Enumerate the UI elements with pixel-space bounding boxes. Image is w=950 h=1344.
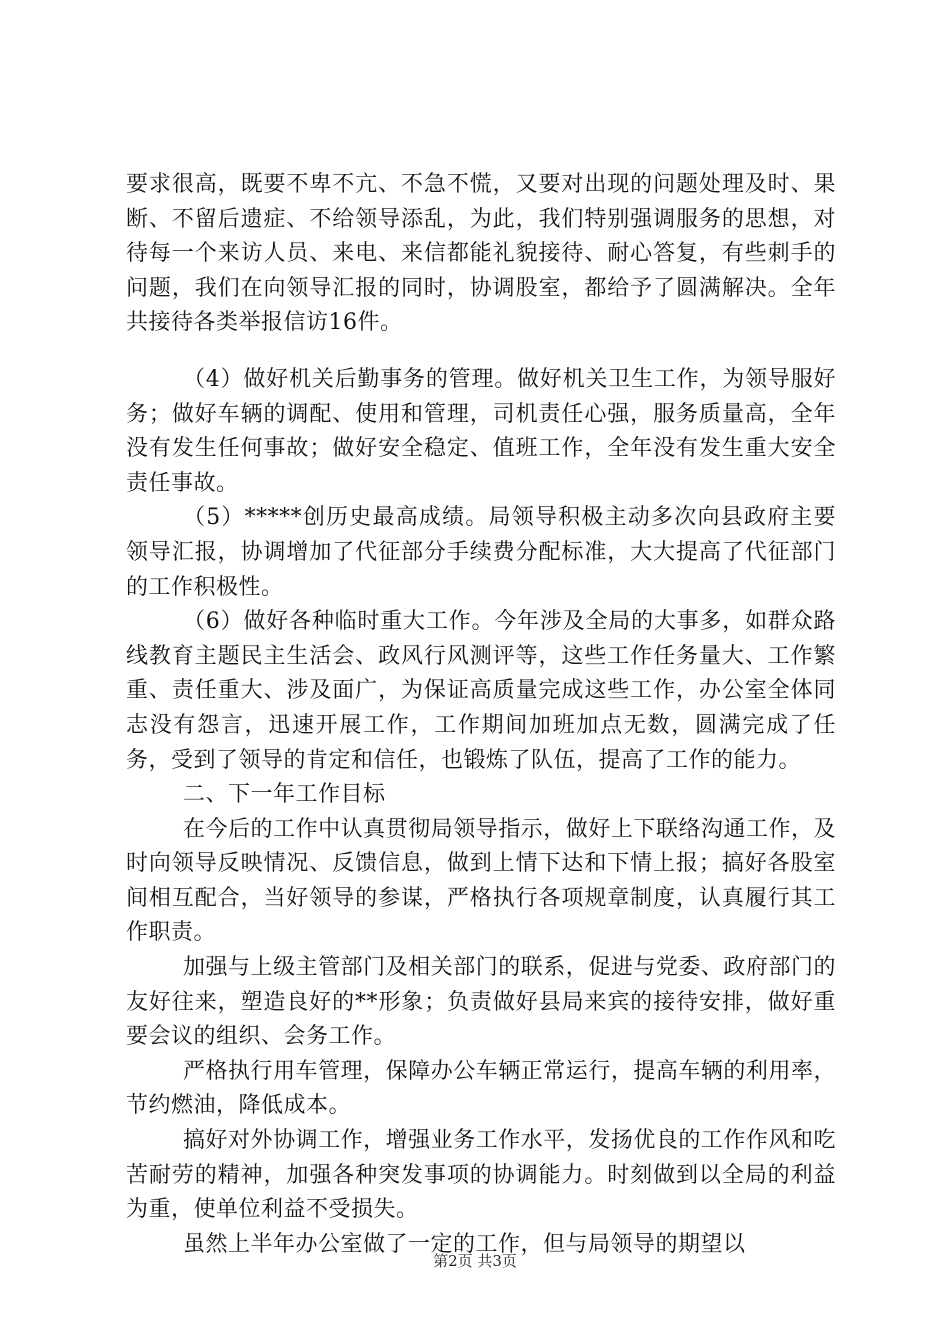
paragraph-goal-2: 加强与上级主管部门及相关部门的联系，促进与党委、政府部门的友好往来，塑造良好的**形象；负责做好县局来宾的接待安排，做好重要会议的组织、会务工作。 xyxy=(126,955,836,1050)
document-body xyxy=(126,168,836,1262)
paragraph-continuation: 要求很高，既要不卑不亢、不急不慌，又要对出现的问题处理及时、果断、不留后遗症、不给领导添乱，为此，我们特别强调服务的思想，对待每一个来访人员、来电、来信都能礼貌接待、耐心答复，有些刺手的问题，我们在向领导汇报的同时，协调股室，都给予了圆满解决。全年共接待各类举报信访16件。 xyxy=(126,172,836,336)
paragraph-closing: 虽然上半年办公室做了一定的工作，但与局领导的期望以 xyxy=(183,1231,746,1257)
paragraph-item-5: （5）*****创历史最高成绩。局领导积极主动多次向县政府主要领导汇报，协调增加了代征部分手续费分配标准，大大提高了代征部门的工作积极性。 xyxy=(126,505,836,600)
paragraph-goal-4: 搞好对外协调工作，增强业务工作水平，发扬优良的工作作风和吃苦耐劳的精神，加强各种突发事项的协调能力。时刻做到以全局的利益为重，使单位利益不受损失。 xyxy=(126,1128,836,1223)
section-heading: 二、下一年工作目标 xyxy=(183,782,386,808)
paragraph-goal-3: 严格执行用车管理，保障办公车辆正常运行，提高车辆的利用率，节约燃油，降低成本。 xyxy=(126,1058,836,1119)
page-footer: 第2页 共3页 xyxy=(433,1252,517,1270)
paragraph-item-6: （6）做好各种临时重大工作。今年涉及全局的大事多，如群众路线教育主题民主生活会、政风行风测评等，这些工作任务量大、工作繁重、责任重大、涉及面广，为保证高质量完成这些工作，办公室全体同志没有怨言，迅速开展工作，工作期间加班加点无数，圆满完成了任务，受到了领导的肯定和信任，也锻炼了队伍，提高了工作的能力。 xyxy=(126,609,836,773)
paragraph-gap xyxy=(126,341,836,363)
paragraph-item-4: （4）做好机关后勤事务的管理。做好机关卫生工作，为领导服好务；做好车辆的调配、使用和管理，司机责任心强，服务质量高，全年没有发生任何事故；做好安全稳定、值班工作，全年没有发生重大安全责任事故。 xyxy=(126,366,836,496)
paragraph-goal-1: 在今后的工作中认真贯彻局领导指示，做好上下联络沟通工作，及时向领导反映情况、反馈信息，做到上情下达和下情上报；搞好各股室间相互配合，当好领导的参谋，严格执行各项规章制度，认真履行其工作职责。 xyxy=(126,816,836,946)
